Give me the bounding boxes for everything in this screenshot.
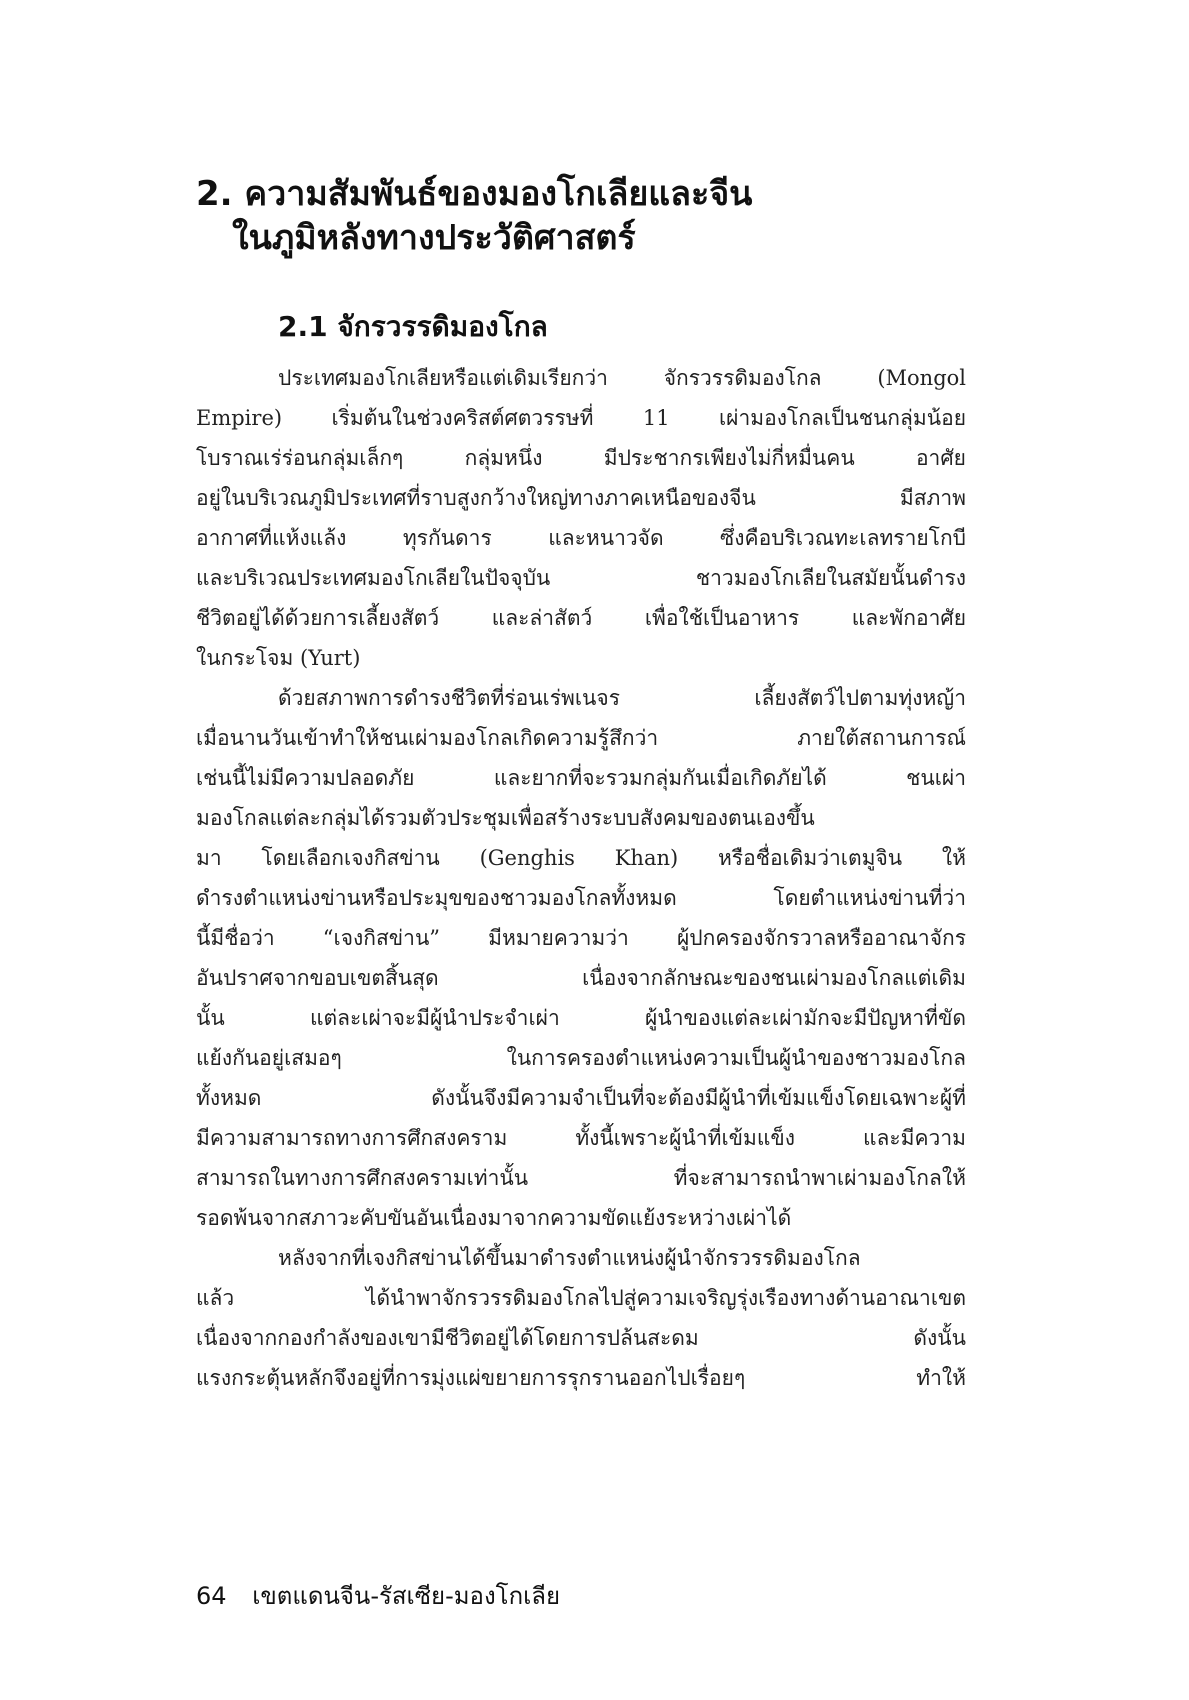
text-line: มีความสามารถทางการศึกสงคราม ทั้งนี้เพราะผู้นำที่เข้มแข็ง และมีความ [196,1126,966,1150]
paragraph-2 [196,678,966,1238]
text-line: เนื่องจากกองกำลังของเขามีชีวิตอยู่ได้โดยการปล้นสะดม ดังนั้น [196,1326,966,1350]
text-line: นี้มีชื่อว่า “เจงกิสข่าน” มีหมายความว่า ผู้ปกครองจักรวาลหรืออาณาจักร [196,926,966,950]
paragraph-1 [196,358,966,678]
text-line: มา โดยเลือกเจงกิสข่าน (Genghis Khan) หรือชื่อเดิมว่าเตมูจิน ให้ [196,846,966,870]
section-heading: 2.1 จักรวรรดิมองโกล [278,310,548,343]
text-line: แล้ว ได้นำพาจักรวรรดิมองโกลไปสู่ความเจริญรุ่งเรืองทางด้านอาณาเขต [196,1286,966,1310]
text-line: สามารถในทางการศึกสงครามเท่านั้น ที่จะสามารถนำพาเผ่ามองโกลให้ [196,1166,966,1190]
text-line: อากาศที่แห้งแล้ง ทุรกันดาร และหนาวจัด ซึ่งคือบริเวณทะเลทรายโกบี [196,526,966,550]
text-line: แรงกระตุ้นหลักจึงอยู่ที่การมุ่งแผ่ขยายการรุกรานออกไปเรื่อยๆ ทำให้ [196,1366,966,1390]
text-line: โบราณเร่ร่อนกลุ่มเล็กๆ กลุ่มหนึ่ง มีประชากรเพียงไม่กี่หมื่นคน อาศัย [196,446,966,470]
text-line: ในกระโจม (Yurt) [196,646,361,670]
text-line: แย้งกันอยู่เสมอๆ ในการครองตำแหน่งความเป็นผู้นำของชาวมองโกล [196,1046,966,1070]
paragraph-3 [196,1238,966,1398]
text-line: เช่นนี้ไม่มีความปลอดภัย และยากที่จะรวมกลุ่มกันเมื่อเกิดภัยได้ ชนเผ่า [196,766,966,790]
text-line: หลังจากที่เจงกิสข่านได้ขึ้นมาดำรงตำแหน่งผู้นำจักรวรรดิมองโกล [278,1246,861,1270]
text-line: ชีวิตอยู่ได้ด้วยการเลี้ยงสัตว์ และล่าสัตว์ เพื่อใช้เป็นอาหาร และพักอาศัย [196,606,966,630]
text-line: ทั้งหมด ดังนั้นจึงมีความจำเป็นที่จะต้องมีผู้นำที่เข้มแข็งโดยเฉพาะผู้ที่ [196,1086,966,1110]
body-text [196,358,966,1398]
text-line: อยู่ในบริเวณภูมิประเทศที่ราบสูงกว้างใหญ่ทางภาคเหนือของจีน มีสภาพ [196,486,966,510]
page-number: 64 [196,1582,227,1610]
text-line: เมื่อนานวันเข้าทำให้ชนเผ่ามองโกลเกิดความรู้สึกว่า ภายใต้สถานการณ์ [196,726,966,750]
page-footer [196,1580,560,1612]
chapter-title-line-1: 2. ความสัมพันธ์ของมองโกเลียและจีน [196,174,753,214]
text-line: อันปราศจากขอบเขตสิ้นสุด เนื่องจากลักษณะของชนเผ่ามองโกลแต่เดิม [196,966,966,990]
text-line: ดำรงตำแหน่งข่านหรือประมุขของชาวมองโกลทั้งหมด โดยตำแหน่งข่านที่ว่า [196,886,966,910]
text-line: และบริเวณประเทศมองโกเลียในปัจจุบัน ชาวมองโกเลียในสมัยนั้นดำรง [196,566,966,590]
text-line: รอดพ้นจากสภาวะคับขันอันเนื่องมาจากความขัดแย้งระหว่างเผ่าได้ [196,1206,792,1230]
chapter-title [196,172,1016,260]
text-line: ด้วยสภาพการดำรงชีวิตที่ร่อนเร่พเนจร เลี้ยงสัตว์ไปตามทุ่งหญ้า [278,686,966,710]
text-line: มองโกลแต่ละกลุ่มได้รวมตัวประชุมเพื่อสร้างระบบสังคมของตนเองขึ้น [196,806,815,830]
running-title: เขตแดนจีน-รัสเซีย-มองโกเลีย [252,1582,561,1610]
text-line: ประเทศมองโกเลียหรือแต่เดิมเรียกว่า จักรวรรดิมองโกล (Mongol [278,366,966,390]
text-line: นั้น แต่ละเผ่าจะมีผู้นำประจำเผ่า ผู้นำของแต่ละเผ่ามักจะมีปัญหาที่ขัด [196,1006,966,1030]
chapter-title-line-2: ในภูมิหลังทางประวัติศาสตร์ [232,218,636,258]
text-line: Empire) เริ่มต้นในช่วงคริสต์ศตวรรษที่ 11 เผ่ามองโกลเป็นชนกลุ่มน้อย [196,406,966,430]
